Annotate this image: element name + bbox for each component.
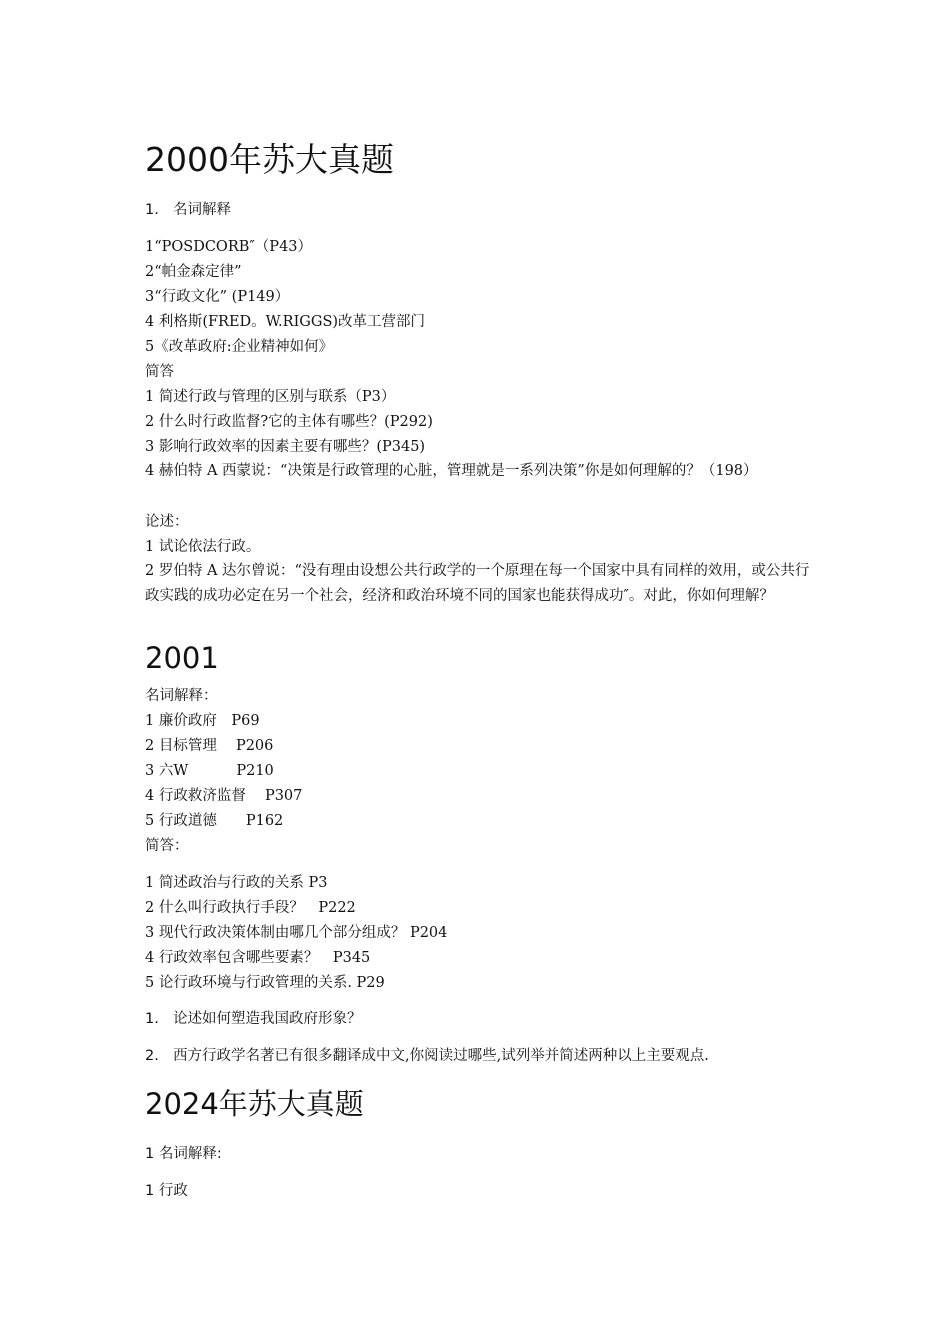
list-item: 3 影响行政效率的因素主要有哪些？(P345): [145, 439, 426, 455]
list-item: 2 目标管理 P206: [145, 738, 274, 754]
list-item: 4 行政救济监督 P307: [145, 788, 303, 804]
section-label: 简答: [145, 364, 174, 380]
list-item: 2. 西方行政学名著已有很多翻译成中文,你阅读过哪些,试列举并简述两种以上主要观点.: [145, 1048, 709, 1064]
list-item: 3 现代行政决策体制由哪几个部分组成？ P204: [145, 925, 448, 941]
list-item: 2 什么时行政监督?它的主体有哪些？(P292): [145, 414, 433, 430]
list-item: 4 利格斯(FRED。W.RIGGS)改革工营部门: [145, 314, 426, 330]
list-item: 2“帕金森定律”: [145, 264, 242, 280]
section-label: 论述：: [145, 514, 189, 530]
question-group-heading: 1. 名词解释: [145, 202, 231, 218]
section-label: 1 名词解释:: [145, 1146, 222, 1162]
list-item: 1 简述政治与行政的关系 P3: [145, 875, 328, 891]
section-title-2024: 2024年苏大真题: [145, 1087, 364, 1121]
list-item: 5 行政道德 P162: [145, 813, 284, 829]
section-title-2001: 2001: [145, 641, 219, 675]
list-item: 5 论行政环境与行政管理的关系. P29: [145, 975, 385, 991]
section-label: 名词解释：: [145, 688, 218, 704]
section-title-2000: 2000年苏大真题: [145, 140, 394, 179]
list-item: 1. 论述如何塑造我国政府形象？: [145, 1011, 362, 1027]
list-item: 1“POSDCORB″（P43）: [145, 239, 313, 255]
list-item: 5《改革政府:企业精神如何》: [145, 339, 334, 355]
list-item: 3“行政文化” (P149）: [145, 289, 290, 305]
list-item: 1 廉价政府 P69: [145, 713, 260, 729]
list-item: 4 行政效率包含哪些要素？ P345: [145, 950, 371, 966]
list-item: 2 罗伯特 A 达尔曾说：“没有理由设想公共行政学的一个原理在每一个国家中具有同样的效用，或公共行政实践的成功必定在另一个社会，经济和政治环境不同的国家也能获得成功″。对此，你如何理解？: [145, 563, 810, 604]
list-item: 2 什么叫行政执行手段？ P222: [145, 900, 356, 916]
list-item: 1 行政: [145, 1183, 188, 1199]
section-label: 简答：: [145, 838, 189, 854]
list-item: 3 六W P210: [145, 763, 274, 779]
list-item: 4 赫伯特 A 西蒙说：“决策是行政管理的心脏，管理就是一系列决策”你是如何理解的？（198）: [145, 463, 758, 479]
list-item: 1 试论依法行政。: [145, 539, 261, 555]
list-item: 1 简述行政与管理的区别与联系（P3）: [145, 389, 396, 405]
